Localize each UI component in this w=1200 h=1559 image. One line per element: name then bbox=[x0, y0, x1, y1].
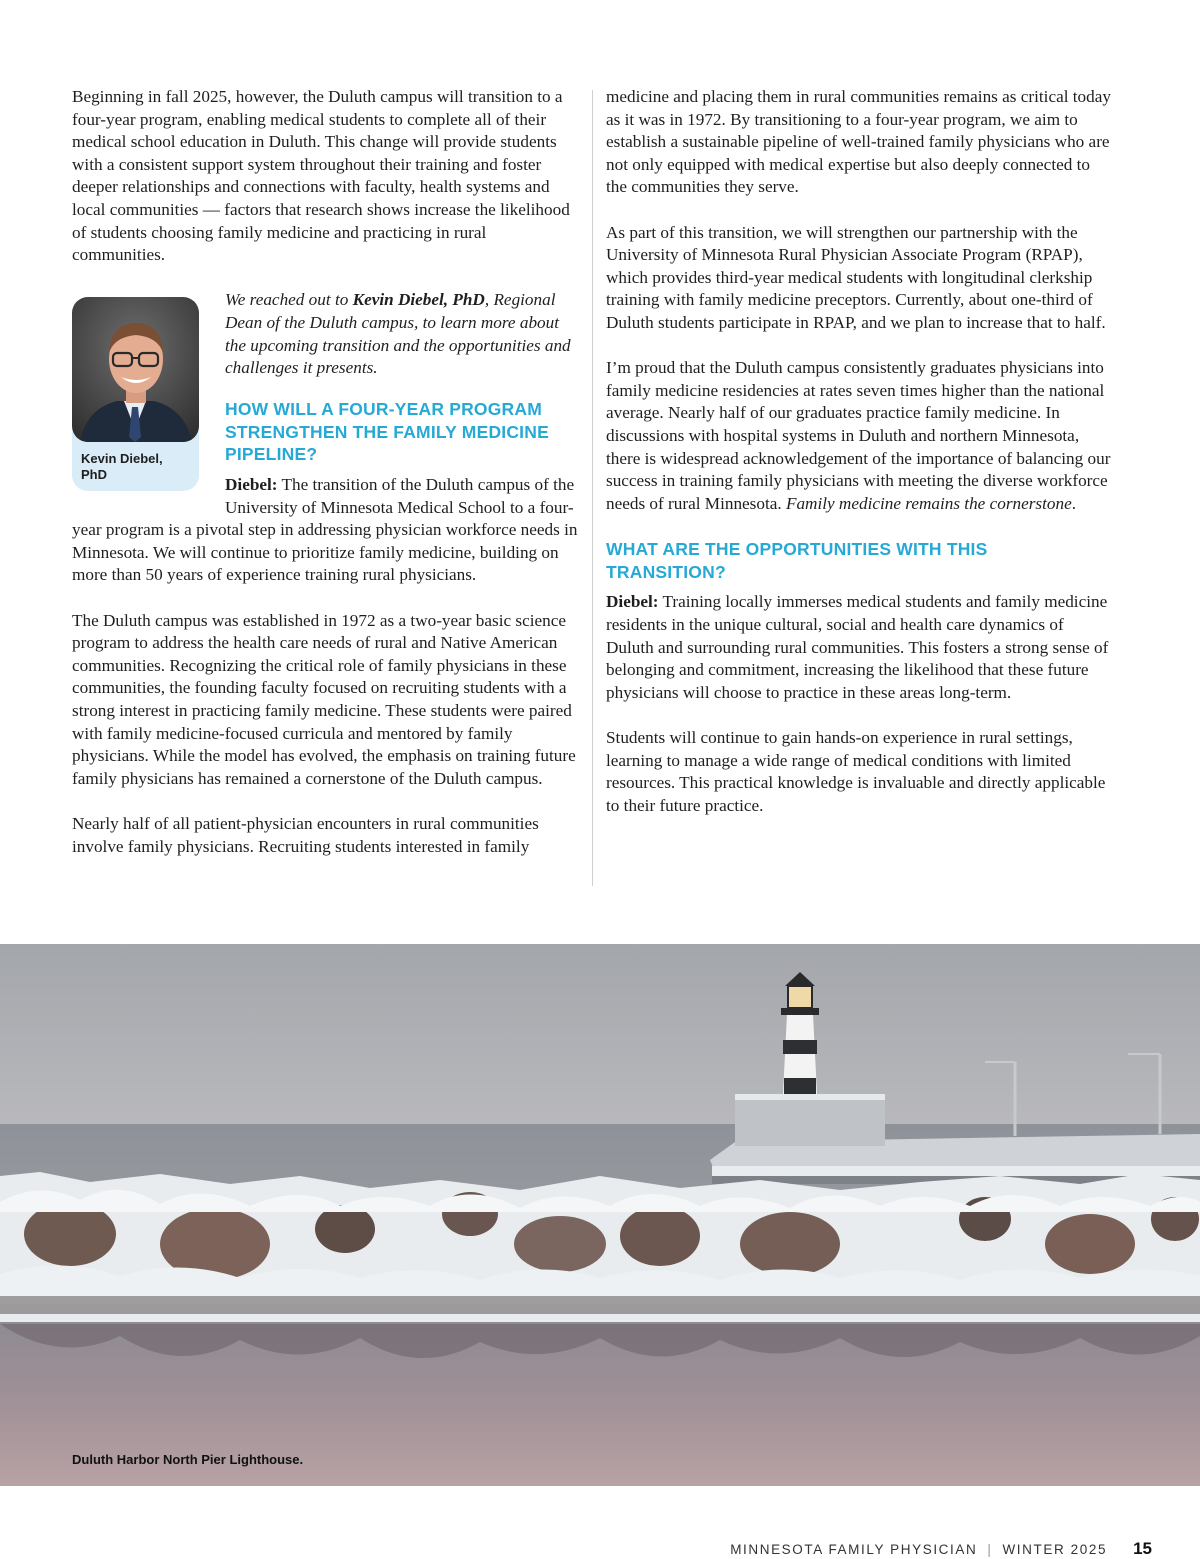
paragraph: As part of this transition, we will strengthen our partnership with the University of Minnesota Rural Physician Associate Program (RPAP), which provides third-year medical students with longitudinal clerkship training with family medicine preceptors. Currently, about one-third of Duluth students participate in RPAP, and we plan to increase that to half. bbox=[606, 222, 1106, 332]
portrait-card bbox=[72, 297, 199, 491]
publication-name: MINNESOTA FAMILY PHYSICIAN bbox=[730, 1541, 978, 1557]
page-footer bbox=[730, 1539, 1152, 1559]
portrait-photo bbox=[72, 297, 199, 442]
intro-name: Kevin Diebel, PhD bbox=[352, 290, 485, 310]
answer-text: Training locally immerses medical students and family medicine residents in the unique cultural, social and health care dynamics of Duluth and surrounding rural communities. This fosters a strong sense of belonging and commitment, increasing the likelihood that these future physicians will choose to practice in these areas long-term. bbox=[606, 592, 1109, 702]
paragraph bbox=[606, 591, 1112, 704]
emphasis-text: Family medicine remains the cornerstone bbox=[785, 493, 1072, 513]
paragraph bbox=[606, 357, 1112, 515]
issue-date: WINTER 2025 bbox=[1002, 1541, 1108, 1557]
paragraph: medicine and placing them in rural communities remains as critical today as it was in 1972. By transitioning to a four-year program, we aim to establish a sustainable pipeline of well-trained family physicians who are not only equipped with medical expertise but also deeply connected to the communities they serve. bbox=[606, 87, 1111, 197]
photo-caption: Duluth Harbor North Pier Lighthouse. bbox=[72, 1452, 304, 1467]
paragraph: Students will continue to gain hands-on experience in rural settings, learning to manage a wide range of medical conditions with limited resources. This practical knowledge is invaluable and directly applicable to their future practice. bbox=[606, 728, 1106, 815]
lighthouse-photo bbox=[0, 944, 1200, 1486]
paragraph: The Duluth campus was established in 1972 as a two-year basic science program to address the health care needs of rural and Native American communities. Recognizing the critical role of family physicians in these communities, the founding faculty focused on recruiting students with a strong interest in practicing family medicine. These students were paired with family medicine-focused curricula and mentored by family physicians. While the model has evolved, the emphasis on training future family physicians has remained a cornerstone of the Duluth campus. bbox=[72, 610, 576, 788]
intro-text: , Regional Dean of the Duluth campus, to learn more about the upcoming transition and the opportunities and challenges it presents. bbox=[225, 290, 571, 378]
column-divider bbox=[592, 90, 593, 886]
section-heading: HOW WILL A FOUR-YEAR PROGRAM STRENGTHEN THE FAMILY MEDICINE PIPELINE? bbox=[225, 398, 549, 465]
answer-label: Diebel: bbox=[606, 592, 659, 612]
section-heading: WHAT ARE THE OPPORTUNITIES WITH THIS TRANSITION? bbox=[606, 538, 988, 582]
paragraph: Beginning in fall 2025, however, the Duluth campus will transition to a four-year program, enabling medical students to complete all of their medical school education in Duluth. This change will provide students with a consistent support system throughout their training and foster deeper relationships and connections with faculty, health systems and local communities — factors that research shows increase the likelihood of students choosing family medicine and practicing in rural communities. bbox=[72, 87, 570, 265]
right-column bbox=[606, 86, 1112, 840]
paragraph-text: . bbox=[1071, 493, 1077, 513]
answer-text: The transition of the Duluth campus of the University of Minnesota Medical School to a four-year program is a pivotal step in addressing physician workforce needs in Minnesota. We will continue to prioritize family medicine, building on more than 50 years of experience training rural physicians. bbox=[72, 475, 578, 585]
paragraph-text: I’m proud that the Duluth campus consistently graduates physicians into family medicine residencies at rates seven times higher than the national average. Nearly half of our graduates practice family medicine. In discussions with hospital systems in Duluth and northern Minnesota, there is widespread acknowledgement of the importance of balancing our success in training family physicians with meeting the diverse workforce needs of rural Minnesota. bbox=[606, 358, 1111, 513]
page-number: 15 bbox=[1133, 1539, 1152, 1558]
paragraph bbox=[72, 474, 580, 587]
portrait-caption: Kevin Diebel, PhD bbox=[81, 451, 163, 483]
intro-text: We reached out to bbox=[225, 290, 353, 310]
answer-label: Diebel: bbox=[225, 475, 278, 495]
left-column bbox=[72, 86, 580, 881]
footer-separator: | bbox=[987, 1541, 993, 1557]
paragraph: Nearly half of all patient-physician encounters in rural communities involve family physicians. Recruiting students interested in family bbox=[72, 814, 539, 856]
